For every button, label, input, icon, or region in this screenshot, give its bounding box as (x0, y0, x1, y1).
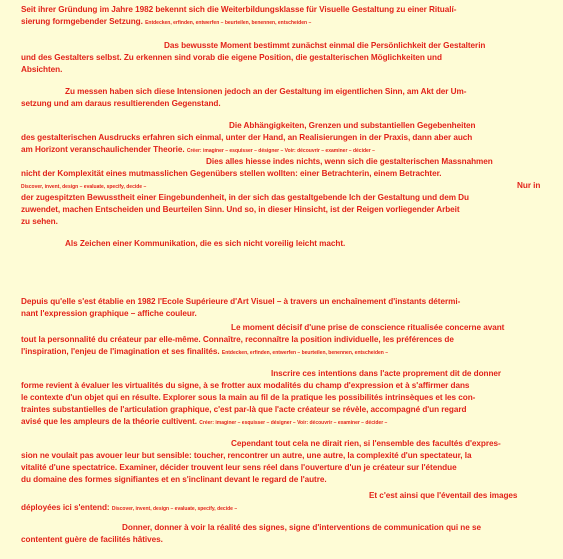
french-line-5-text: l'inspiration, l'enjeu de l'imagination et ses finalités. (21, 347, 220, 356)
german-line-16: zu sehen. (21, 217, 58, 226)
german-line-1: Seit ihrer Gründung im Jahre 1982 bekennt sich die Weiterbildungsklasse für Visuelle Gestaltung zu einer Ritualí- (21, 5, 457, 14)
german-line-13-small: Discover, invent, design – evaluate, specify, decide – (21, 184, 147, 190)
french-line-12: sion ne voulait pas avouer leur but sensible: toucher, rencontrer un autre, une autre, la complexité d'un spectateur, la (21, 451, 472, 460)
french-line-6: Inscrire ces intentions dans l'acte proprement dit de donner (271, 369, 502, 378)
french-line-11: Cependant tout cela ne dirait rien, si l'ensemble des facultés d'expres- (231, 439, 501, 448)
french-line-7: forme revient à évaluer les virtualités du signe, à se frotter aux modalités du champ d'expression et à s'affirmer dans (21, 381, 470, 390)
french-line-16-text: déployées ici s'entend: (21, 503, 110, 512)
french-line-8: le contexte d'un objet qui en résulte. Explorer sous la main au fil de la pratique les possibilités intrinsèques et les con- (21, 393, 476, 402)
german-line-9: des gestalterischen Ausdrucks erfahren sich einmal, unter der Hand, an Realisierungen in der Praxis, dann aber auch (21, 133, 473, 142)
german-line-11: Dies alles hiesse indes nichts, wenn sich die gestalterischen Massnahmen (206, 157, 493, 166)
german-line-2-small: Entdecken, erfinden, entwerfen – beurteilen, benennen, entscheiden – (145, 20, 312, 26)
french-line-18: contentent guère de facilités hâtives. (21, 535, 163, 544)
german-line-2-text: sierung formgebender Setzung. (21, 17, 143, 26)
french-line-14: du domaine des formes signifiantes et en s'inclinant devant le regard de l'autre. (21, 475, 327, 484)
german-line-17: Als Zeichen einer Kommunikation, die es sich nicht voreilig leicht macht. (65, 239, 346, 248)
french-line-16 (21, 502, 237, 515)
french-line-17: Donner, donner à voir la réalité des signes, signe d'interventions de communication qui ne se (122, 523, 481, 532)
french-line-16-small: Discover, invent, design – evaluate, specify, decide – (111, 506, 238, 512)
french-line-10-text: avisé que les ampleurs de la théorie cultivent. (21, 417, 198, 426)
german-line-4: und des Gestalters selbst. Zu erkennen sind vorab die eigene Position, die gestalterischen Möglichkeiten und (21, 53, 442, 62)
french-line-9: traintes substantielles de l'articulation graphique, c'est par-là que l'acte créateur se révèle, accompagné d'un regard (21, 405, 467, 414)
french-line-5 (21, 346, 388, 359)
french-line-4: tout la personnalité du créateur par elle-même. Connaître, reconnaître la position individuelle, les préférences de (21, 335, 454, 344)
german-line-12: nicht der Komplexität eines mutmasslichen Gegenübers stellen wollten: einer Betrachterin, einem Betrachter. (21, 169, 442, 178)
german-line-10-small: Créer: imaginer – esquisser – désigner – Voir: découvrir – examiner – décider – (186, 148, 375, 154)
german-line-2 (21, 16, 311, 29)
german-line-6: Zu messen haben sich diese Intensionen jedoch an der Gestaltung im eigentlichen Sinn, am Akt der Um- (65, 87, 467, 96)
german-line-13-end: Nur in (517, 181, 541, 190)
german-line-15: zuwendet, machen Entscheiden und Beurteilen Sinn. Und so, in dieser Hinsicht, ist der Reigen vorliegender Arbeit (21, 205, 460, 214)
german-line-3: Das bewusste Moment bestimmt zunächst einmal die Persönlichkeit der Gestalterin (164, 41, 486, 50)
french-line-10-small: Créer: imaginer – esquisser – désigner – Voir: découvrir – examiner – décider – (199, 420, 388, 426)
french-line-10 (21, 416, 387, 429)
french-line-15: Et c'est ainsi que l'éventail des images (369, 491, 518, 500)
german-line-5: Absichten. (21, 65, 63, 74)
german-line-14: der zugespitzten Bewusstheit einer Eingebundenheit, in der sich das gestaltgebende Ich der Gestaltung und dem Du (21, 193, 469, 202)
french-line-5-small: Entdecken, erfinden, entwerfen – beurteilen, benennen, entscheiden – (221, 350, 389, 356)
german-line-7: setzung und am daraus resultierenden Gegenstand. (21, 99, 221, 108)
french-line-3: Le moment décisif d'une prise de conscience ritualisée concerne avant (231, 323, 505, 332)
german-line-10-text: am Horizont veranschaulichender Theorie. (21, 145, 185, 154)
german-line-8: Die Abhängigkeiten, Grenzen und substantiellen Gegebenheiten (229, 121, 476, 130)
french-line-1: Depuis qu'elle s'est établie en 1982 l'Ecole Supérieure d'Art Visuel – à travers un enchaînement d'instants détermi- (21, 297, 461, 306)
french-line-13: vitalité d'une spectatrice. Examiner, décider trouvent leur sens réel dans l'ouverture d'un je créateur sur l'étendue (21, 463, 457, 472)
french-line-2: nant l'expression graphique – affiche couleur. (21, 309, 197, 318)
